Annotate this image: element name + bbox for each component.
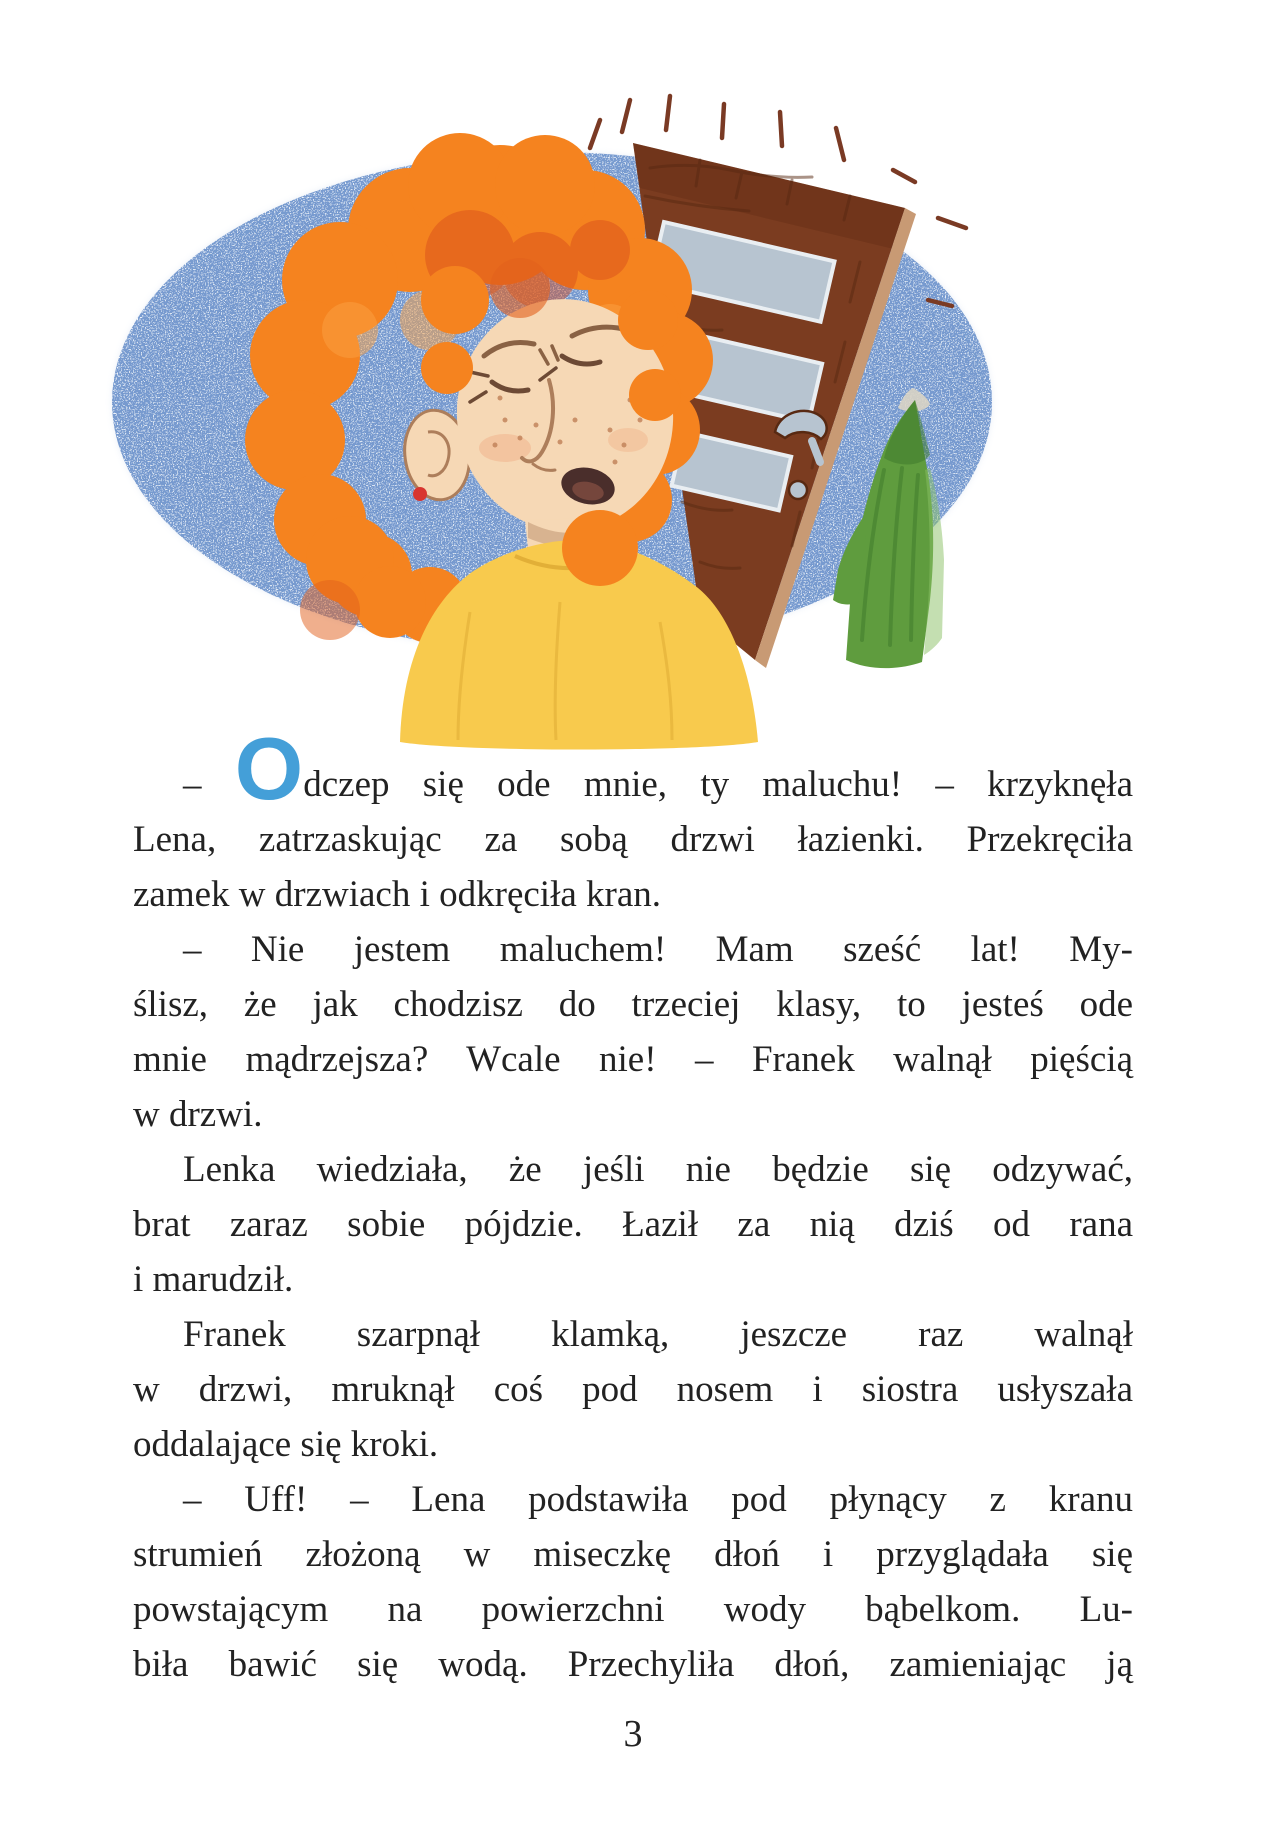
page-number: 3 [623, 1713, 643, 1755]
story-line: i marudził. [133, 1259, 294, 1300]
story-text [133, 719, 1134, 1692]
story-line: brat zaraz sobie pójdzie. Łaził za nią dziś od rana [133, 1204, 1133, 1245]
story-line: biła bawić się wodą. Przechyliła dłoń, zamieniając ją [133, 1644, 1133, 1685]
story-illustration [0, 0, 1288, 770]
story-line: w drzwi, mruknął coś pod nosem i siostra usłyszała [133, 1369, 1133, 1410]
earring [413, 487, 427, 501]
story-line: powstającym na powierzchni wody bąbelkom. Lu- [133, 1589, 1133, 1630]
story-line [133, 719, 1134, 818]
story-line: zamek w drzwiach i odkręciła kran. [133, 874, 662, 915]
story-line: w drzwi. [133, 1094, 263, 1135]
blush-right [608, 428, 648, 452]
story-line: Franek szarpnął klamką, jeszcze raz walnął [183, 1314, 1133, 1355]
story-line: Lenka wiedziała, że jeśli nie będzie się odzywać, [183, 1149, 1133, 1190]
opening-dash: – [183, 764, 235, 805]
drop-cap: O [234, 719, 304, 818]
story-line: strumień złożoną w miseczkę dłoń i przyglądała się [133, 1534, 1133, 1575]
story-line: – Uff! – Lena podstawiła pod płynący z kranu [183, 1479, 1133, 1520]
keyhole [789, 481, 807, 499]
story-line: mnie mądrzejsza? Wcale nie! – Franek walnął pięścią [133, 1039, 1133, 1080]
story-line: oddalające się kroki. [133, 1424, 439, 1465]
story-line: ślisz, że jak chodzisz do trzeciej klasy, to jesteś ode [133, 984, 1133, 1025]
story-line-text: dczep się ode mnie, ty maluchu! – krzyknęła [303, 764, 1134, 805]
story-line: – Nie jestem maluchem! Mam sześć lat! My- [183, 929, 1133, 970]
story-line: Lena, zatrzaskując za sobą drzwi łazienki. Przekręciła [133, 819, 1133, 860]
